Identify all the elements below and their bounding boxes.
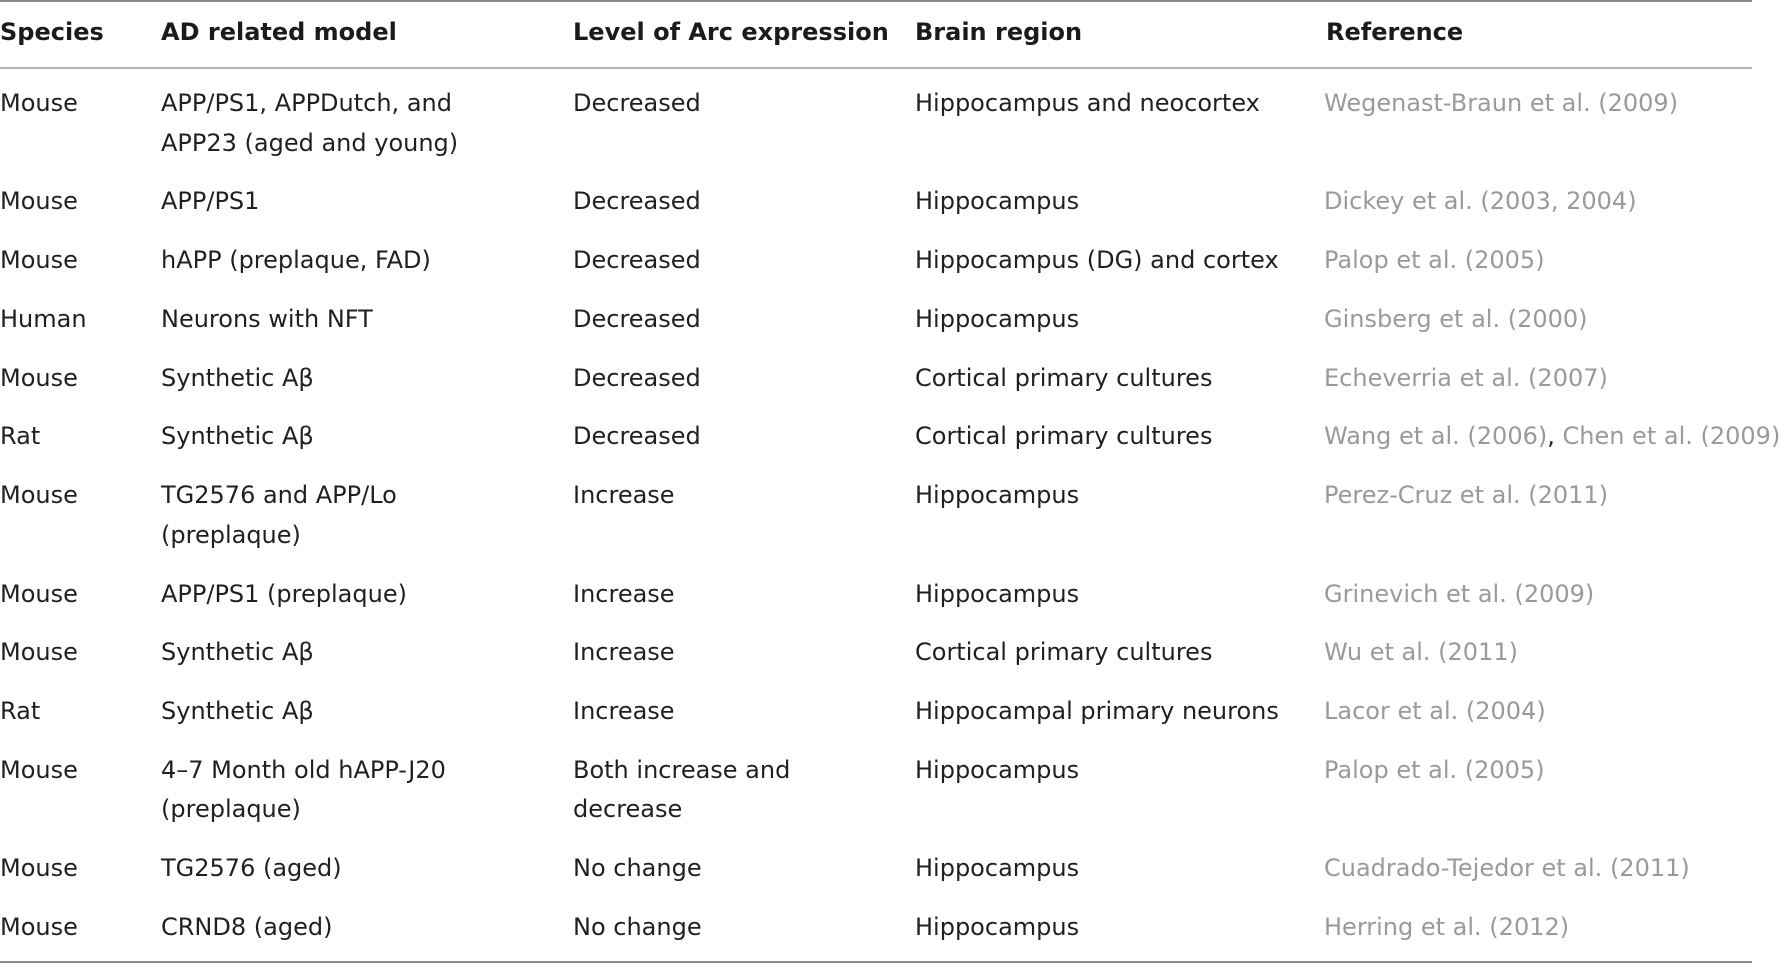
reference-cell	[1324, 241, 1764, 281]
level-line-2: decrease	[573, 795, 683, 824]
level-cell: Decreased	[573, 304, 701, 333]
species-cell: Mouse	[0, 854, 78, 883]
level-cell: Increase	[573, 481, 675, 510]
region-cell: Hippocampus	[915, 481, 1080, 510]
reference-cell	[1324, 359, 1764, 399]
reference-cell	[1324, 633, 1764, 673]
species-cell: Mouse	[0, 579, 78, 608]
reference-link[interactable]: Perez-Cruz et al. (2011)	[1324, 481, 1609, 510]
table-row	[0, 226, 1752, 285]
table-row	[0, 677, 1752, 736]
level-cell: Decreased	[573, 363, 701, 392]
reference-cell	[1324, 692, 1764, 732]
table-row	[0, 560, 1752, 619]
region-cell: Cortical primary cultures	[915, 363, 1213, 392]
reference-link[interactable]: Palop et al. (2005)	[1324, 755, 1545, 784]
region-cell: Hippocampus	[915, 304, 1080, 333]
model-cell: APP/PS1 (preplaque)	[161, 579, 407, 608]
model-line-1: TG2576 and APP/Lo	[161, 481, 397, 510]
reference-link[interactable]: Palop et al. (2005)	[1324, 246, 1545, 275]
level-cell: No change	[573, 854, 702, 883]
species-cell: Human	[0, 304, 87, 333]
model-cell: Synthetic Aβ	[161, 422, 314, 451]
region-cell: Hippocampus	[915, 854, 1080, 883]
model-line-2: APP23 (aged and young)	[161, 128, 459, 157]
reference-cell	[1324, 751, 1764, 791]
region-cell: Hippocampal primary neurons	[915, 697, 1279, 726]
reference-link[interactable]: Herring et al. (2012)	[1324, 913, 1570, 942]
model-line-2: (preplaque)	[161, 520, 301, 549]
table-row	[0, 69, 1752, 167]
level-cell: Decreased	[573, 422, 701, 451]
species-cell: Mouse	[0, 913, 78, 942]
table-row	[0, 344, 1752, 403]
reference-cell	[1324, 849, 1764, 889]
reference-cell	[1324, 476, 1764, 516]
level-cell: Decreased	[573, 89, 701, 117]
species-cell: Mouse	[0, 638, 78, 667]
reference-cell	[1324, 84, 1764, 124]
reference-link[interactable]: Echeverria et al. (2007)	[1324, 363, 1608, 392]
species-cell: Mouse	[0, 187, 78, 216]
species-cell: Rat	[0, 422, 41, 451]
species-cell: Mouse	[0, 363, 78, 392]
table-row	[0, 893, 1752, 952]
reference-separator: ,	[1547, 422, 1563, 451]
model-line-2: (preplaque)	[161, 795, 301, 824]
model-cell: TG2576 (aged)	[161, 854, 342, 883]
reference-link[interactable]: Cuadrado-Tejedor et al. (2011)	[1324, 854, 1690, 883]
header-brain-region: Brain region	[915, 18, 1083, 46]
header-reference: Reference	[1326, 18, 1464, 46]
model-line-1: 4–7 Month old hAPP-J20	[161, 755, 446, 784]
table-row	[0, 402, 1780, 461]
model-line-1: APP/PS1, APPDutch, and	[161, 89, 452, 117]
model-cell: Synthetic Aβ	[161, 363, 314, 392]
model-cell: Synthetic Aβ	[161, 697, 314, 726]
level-cell: Increase	[573, 697, 675, 726]
table-row	[0, 285, 1752, 344]
species-cell: Mouse	[0, 89, 78, 117]
region-cell: Hippocampus	[915, 579, 1080, 608]
reference-cell	[1324, 575, 1764, 615]
reference-link[interactable]: Wang et al. (2006)	[1324, 422, 1548, 451]
reference-link[interactable]: Wu et al. (2011)	[1324, 638, 1518, 667]
region-cell: Hippocampus	[915, 187, 1080, 216]
region-cell: Hippocampus (DG) and cortex	[915, 246, 1279, 275]
model-cell	[161, 751, 551, 830]
header-arc-level: Level of Arc expression	[573, 18, 889, 46]
table-row	[0, 618, 1752, 677]
table-body	[0, 69, 1780, 952]
region-cell: Cortical primary cultures	[915, 638, 1213, 667]
model-cell: APP/PS1	[161, 187, 260, 216]
model-cell	[161, 84, 551, 163]
reference-cell	[1324, 300, 1764, 340]
level-cell: Decreased	[573, 187, 701, 216]
reference-link[interactable]: Ginsberg et al. (2000)	[1324, 304, 1588, 333]
species-cell: Mouse	[0, 755, 78, 784]
table-row	[0, 461, 1752, 559]
model-cell: hAPP (preplaque, FAD)	[161, 246, 431, 275]
model-cell: CRND8 (aged)	[161, 913, 333, 942]
level-line-1: Both increase and	[573, 755, 791, 784]
reference-link[interactable]: Chen et al. (2009)	[1562, 422, 1780, 451]
table-row	[0, 736, 1752, 834]
level-cell: No change	[573, 913, 702, 942]
reference-link[interactable]: Wegenast-Braun et al. (2009)	[1324, 89, 1679, 117]
reference-link[interactable]: Grinevich et al. (2009)	[1324, 579, 1595, 608]
reference-link[interactable]: Lacor et al. (2004)	[1324, 697, 1546, 726]
reference-link[interactable]: Dickey et al. (2003, 2004)	[1324, 187, 1637, 216]
reference-cell	[1324, 182, 1764, 222]
level-cell	[573, 751, 893, 830]
table-row	[0, 167, 1752, 226]
region-cell: Hippocampus	[915, 913, 1080, 942]
species-cell: Mouse	[0, 481, 78, 510]
model-cell	[161, 476, 551, 555]
model-cell: Synthetic Aβ	[161, 638, 314, 667]
reference-cell	[1324, 908, 1764, 948]
level-cell: Increase	[573, 579, 675, 608]
region-cell: Hippocampus	[915, 755, 1080, 784]
model-cell: Neurons with NFT	[161, 304, 373, 333]
region-cell: Cortical primary cultures	[915, 422, 1213, 451]
reference-cell	[1324, 417, 1780, 457]
region-cell: Hippocampus and neocortex	[915, 89, 1260, 117]
table-row	[0, 834, 1752, 893]
table-header-row	[0, 0, 1752, 67]
header-species: Species	[0, 18, 104, 46]
level-cell: Increase	[573, 638, 675, 667]
level-cell: Decreased	[573, 246, 701, 275]
species-cell: Mouse	[0, 246, 78, 275]
header-ad-model: AD related model	[161, 18, 397, 46]
species-cell: Rat	[0, 697, 41, 726]
